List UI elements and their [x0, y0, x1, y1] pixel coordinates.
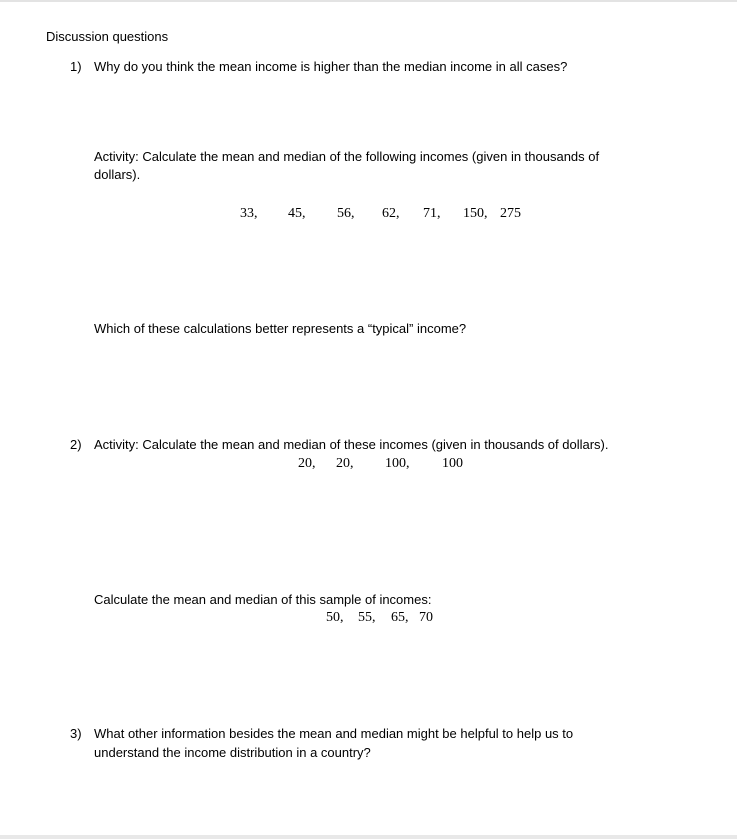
section-heading: Discussion questions — [46, 29, 169, 44]
q2-value: 20, — [298, 456, 316, 471]
q2-sample-prompt: Calculate the mean and median of this sample of incomes: — [94, 592, 432, 607]
q1-value: 33, — [240, 206, 258, 221]
q1-activity-line1: Activity: Calculate the mean and median of the following incomes (given in thousands of — [94, 149, 600, 164]
q3-line1: What other information besides the mean and median might be helpful to help us to — [94, 726, 574, 741]
q1-value: 56, — [337, 206, 355, 221]
page-bottom-edge — [0, 835, 737, 839]
q2-sample-value: 55, — [358, 610, 376, 625]
q1-value: 62, — [382, 206, 400, 221]
q1-value: 71, — [423, 206, 441, 221]
q1-value: 45, — [288, 206, 306, 221]
q1-followup: Which of these calculations better represents a “typical” income? — [94, 321, 467, 336]
q2-value: 100 — [442, 456, 463, 471]
q2-value: 20, — [336, 456, 354, 471]
q2-activity: Activity: Calculate the mean and median of these incomes (given in thousands of dollars). — [94, 437, 609, 452]
q2-value: 100, — [385, 456, 410, 471]
q3-line2: understand the income distribution in a country? — [94, 745, 371, 760]
page-top-edge — [0, 0, 737, 2]
q1-question: Why do you think the mean income is higher than the median income in all cases? — [94, 59, 568, 74]
q1-activity-line2: dollars). — [94, 167, 141, 182]
q2-number: 2) — [70, 437, 82, 452]
q2-sample-value: 65, — [391, 610, 409, 625]
q1-value: 150, — [463, 206, 488, 221]
q3-number: 3) — [70, 726, 82, 741]
q1-number: 1) — [70, 59, 82, 74]
q2-sample-value: 50, — [326, 610, 344, 625]
q2-sample-value: 70 — [419, 610, 433, 625]
q1-value: 275 — [500, 206, 521, 221]
